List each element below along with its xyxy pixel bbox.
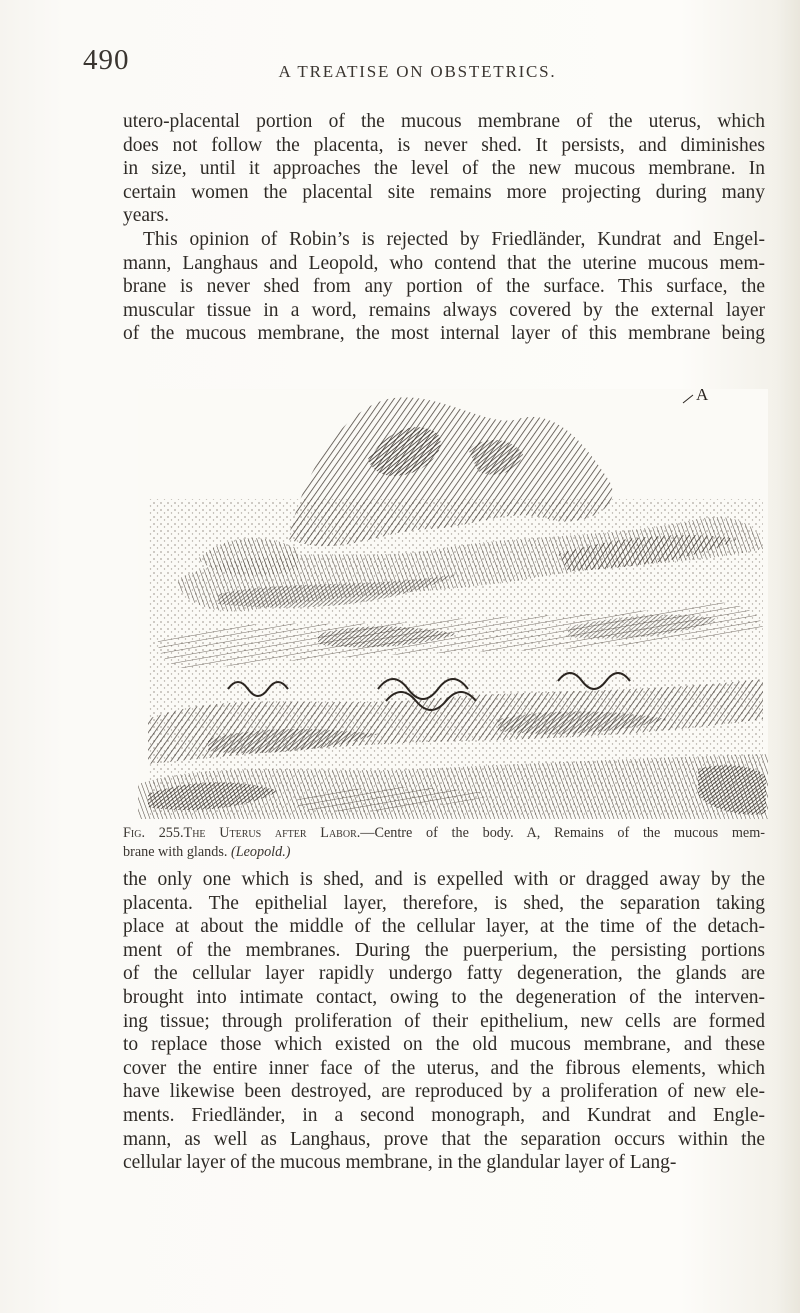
- caption-text-2: brane with glands.: [123, 844, 228, 860]
- text-line: ments. Friedländer, in a second monograph, and Kundrat and Engle-: [123, 1104, 765, 1126]
- text-line: ing tissue; through proliferation of their epithelium, new cells are formed: [123, 1010, 765, 1032]
- page-number: 490: [83, 44, 130, 76]
- caption-line-1: [123, 824, 765, 843]
- text-line: placenta. The epithelial layer, therefore, is shed, the separation taking: [123, 892, 765, 914]
- figure-caption: [123, 824, 765, 862]
- text-line: muscular tissue in a word, remains always covered by the external layer: [123, 299, 765, 321]
- running-head: A TREATISE ON OBSTETRICS.: [278, 62, 557, 81]
- text-line: years.: [123, 205, 170, 227]
- text-line: ment of the membranes. During the puerperium, the persisting portions: [123, 939, 765, 961]
- text-line: in size, until it approaches the level of the new mucous membrane. In: [123, 158, 765, 180]
- caption-credit: (Leopold.): [230, 844, 291, 860]
- caption-fig-number: Fig. 255.: [123, 825, 184, 841]
- uterus-engraving-figure: [138, 389, 768, 819]
- uterus-engraving: [138, 389, 768, 819]
- paragraph-bottom: [123, 868, 765, 1175]
- text-line: utero-placental portion of the mucous membrane of the uterus, which: [123, 111, 765, 132]
- paragraph-opinion: [123, 228, 765, 346]
- text-line: of the mucous membrane, the most internal layer of this membrane being: [123, 323, 765, 345]
- text-line: of the cellular layer rapidly undergo fatty degeneration, the glands are: [123, 963, 765, 985]
- text-line: certain women the placental site remains more projecting during many: [123, 181, 765, 203]
- text-line: mann, Langhaus and Leopold, who contend that the uterine mucous mem-: [123, 252, 765, 274]
- caption-line-2: [123, 843, 765, 862]
- caption-title: The Uterus after Labor.: [183, 825, 361, 841]
- figure-label-a: A: [696, 389, 709, 404]
- text-line: This opinion of Robin’s is rejected by Friedländer, Kundrat and Engel-: [143, 229, 765, 250]
- caption-text: —Centre of the body. A, Remains of the mucous mem-: [360, 825, 765, 841]
- text-line: does not follow the placenta, is never shed. It persists, and diminishes: [123, 134, 765, 156]
- text-line: cover the entire inner face of the uterus, and the fibrous elements, which: [123, 1057, 765, 1079]
- paragraph-top: [123, 110, 765, 228]
- text-line: brought into intimate contact, owing to the degeneration of the interven-: [123, 986, 765, 1008]
- text-line: place at about the middle of the cellular layer, at the time of the detach-: [123, 916, 765, 938]
- text-line: the only one which is shed, and is expelled with or dragged away by the: [123, 869, 765, 890]
- text-line: to replace those which existed on the old mucous membrane, and these: [123, 1034, 765, 1056]
- text-line: have likewise been destroyed, are reproduced by a proliferation of new ele-: [123, 1081, 765, 1103]
- text-line: cellular layer of the mucous membrane, in the glandular layer of Lang-: [123, 1152, 677, 1174]
- text-line: mann, as well as Langhaus, prove that the separation occurs within the: [123, 1128, 765, 1150]
- text-line: brane is never shed from any portion of the surface. This surface, the: [123, 276, 765, 298]
